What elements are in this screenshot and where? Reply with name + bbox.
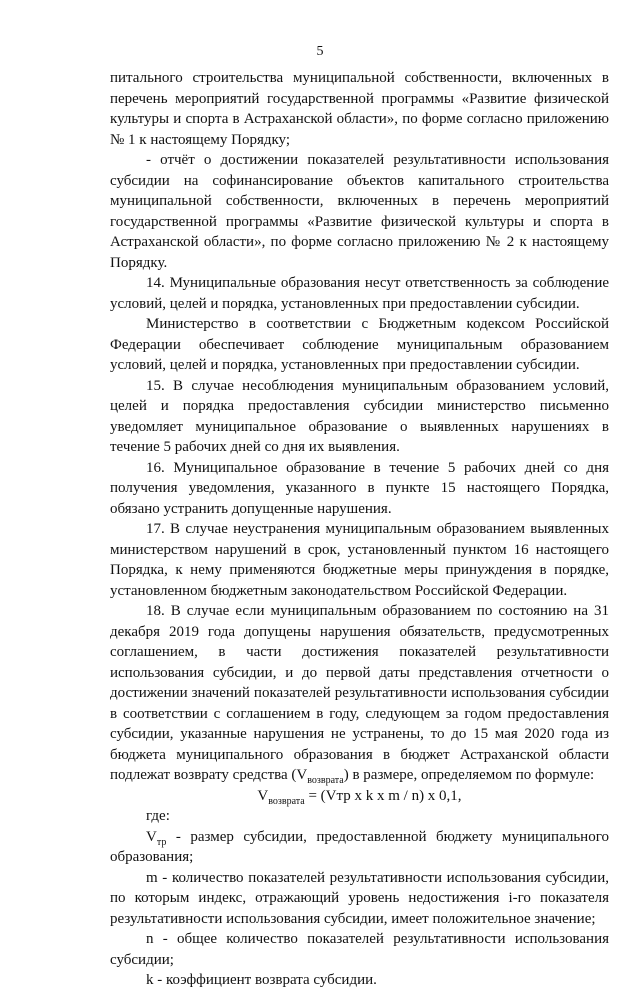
vtr-subscript: тр: [156, 836, 167, 848]
formula-v: V: [257, 787, 269, 804]
definition-k: k - коэффициент возврата субсидии.: [146, 972, 377, 988]
paragraph-report-item: - отчёт о достижении показателей результативности использования субсидии на софинансирование объектов капитального строительства муниципальной собственности, включенных в перечень мероприятий государственной программы «Развитие физической культуры и спорта в Астраханской области», по форме согласно приложению № 2 к настоящему Порядку.: [110, 152, 609, 271]
formula-expression: = (Vтр х k х m / n) х 0,1,: [304, 787, 462, 804]
paragraph-18-text: 18. В случае если муниципальным образованием по состоянию на 31 декабря 2019 года допущены нарушения обязательств, предусмотренных соглашением, в части достижения показателей результативности использования субсидии, и до первой даты представления отчетности о достижении значений показателей результативности использования субсидии в соответствии с соглашением в году, следующем за годом предоставления субсидии, указанные нарушения не устранены, то до 15 мая 2020 года из бюджета муниципального образования в бюджет Астраханской области подлежат возврату средства (V: [110, 603, 609, 783]
paragraph-16: 16. Муниципальное образование в течение 5 рабочих дней со дня получения уведомления, указанного в пункте 15 настоящего Порядка, обязано устранить допущенные нарушения.: [110, 459, 609, 517]
paragraph-18: [110, 601, 609, 786]
definition-vtr: [110, 827, 609, 868]
vtr-symbol: V: [146, 828, 157, 845]
formula-subscript: возврата: [268, 795, 305, 807]
where-label: где:: [146, 808, 170, 824]
paragraph-17: 17. В случае неустранения муниципальным образованием выявленных министерством нарушений в срок, установленный пунктом 16 настоящего Порядка, к нему применяются бюджетные меры принуждения в порядке, установленном бюджетным законодательством Российской Федерации.: [110, 521, 609, 599]
definition-n: n - общее количество показателей результативности использования субсидии;: [110, 931, 609, 968]
paragraph-continuation: питального строительства муниципальной собственности, включенных в перечень мероприятий государственной программы «Развитие физической культуры и спорта в Астраханской области», по форме согласно приложению № 1 к настоящему Порядку;: [110, 70, 609, 148]
paragraph-18-subscript: возврата: [307, 775, 344, 786]
definition-m: m - количество показателей результативности использования субсидии, по которым индекс, отражающий уровень недостижения i-го показателя результативности использования субсидии, имеет положительное значение;: [110, 869, 609, 927]
document-body: [110, 68, 609, 991]
paragraph-14: 14. Муниципальные образования несут ответственность за соблюдение условий, целей и порядка, установленных при предоставлении субсидии.: [110, 275, 609, 312]
paragraph-18-end: ) в размере, определяемом по формуле:: [343, 767, 595, 783]
paragraph-15: 15. В случае несоблюдения муниципальным образованием условий, целей и порядка предоставления субсидии министерство письменно уведомляет муниципальное образование о выявленных нарушениях в течение 5 рабочих дней со дня их выявления.: [110, 377, 609, 455]
vtr-description: - размер субсидии, предоставленной бюджету муниципального образования;: [110, 828, 609, 865]
page-number: 5: [316, 44, 324, 59]
paragraph-ministry: Министерство в соответствии с Бюджетным кодексом Российской Федерации обеспечивает соблюдение муниципальным образованием условий, целей и порядка, установленных при предоставлении субсидии.: [110, 316, 609, 373]
return-formula: [110, 786, 609, 807]
